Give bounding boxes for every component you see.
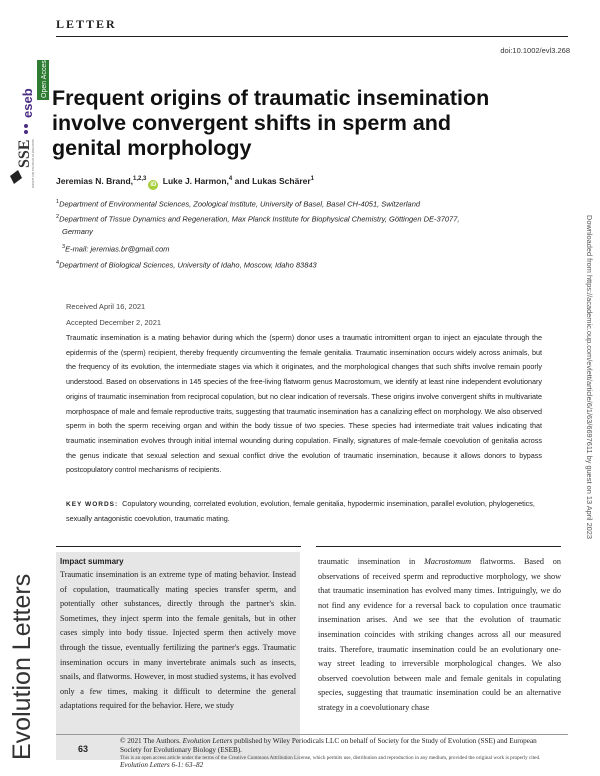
affiliation-number: 2 xyxy=(56,214,60,220)
keywords xyxy=(66,497,542,526)
copyright-text: © 2021 The Authors. xyxy=(120,737,183,745)
author-brand-affil: 1,2,3 xyxy=(133,176,147,183)
body-text: traumatic insemination in xyxy=(318,557,425,566)
affiliation-number: 3 xyxy=(62,244,66,250)
impact-rule xyxy=(56,546,301,547)
column-rule xyxy=(316,546,561,547)
affiliation-text: Germany xyxy=(62,227,93,236)
download-notice xyxy=(577,215,594,605)
download-notice-text: Downloaded from https://academic.oup.com/evlett/article/6/1/63/6697611 by guest on 13 April 2023 xyxy=(585,215,594,540)
author-list xyxy=(56,176,314,190)
header-divider xyxy=(56,36,568,37)
abstract: Traumatic insemination is a mating behavior during which the (sperm) donor uses a traumatic intromittent organ to inject an ejaculate through the epidermis of the (sperm) recipient, thereby frequently circumventing the female genitalia. Traumatic insemination occurs widely across animals, but the frequency of its evolution, the intermediate stages via which it originates, and the morphological changes that such shifts involve remain poorly understood. Based on observations in 145 species of the free-living flatworm genus Macrostomum, we identify at least nine independent evolutionary origins of traumatic insemination from reciprocal copulation, but no clear indication of reversals. These origins involve convergent shifts in multivariate morphospace of male and female reproductive traits, suggesting that traumatic insemination has a canalizing effect on morphology. We also observed sperm in both the sperm receiving organ and within the body tissue of two species. These species had intermediate trait values indicating that traumatic insemination evolves through initial internal wounding during copulation. Finally, signatures of male-female coevolution of genitalia across the genus indicate that sexual selection and sexual conflict drive the evolution of traumatic insemination, because it allows donors to bypass postcopulatory control mechanisms of recipients. xyxy=(66,333,542,475)
affiliation-number: 4 xyxy=(56,260,60,266)
doi[interactable]: doi:10.1002/evl3.268 xyxy=(500,46,570,55)
body-text: flatworms. Based on observations of received sperm and reproductive morphology, we show that traumatic insemination has evolved many times. Intriguingly, we do not find any evidence for a reversal back to copulation once traumatic insemination arises. And we see that the evolution of traumatic insemination coincides with striking changes across all our measured traits. Therefore, traumatic insemination could be an evolutionary one-way street leading to irreversible morphological changes. We also observed coevolution between male and female genitals in copulating species, suggesting that traumatic insemination could be an alternative strategy in a coevolutionary chase xyxy=(318,557,561,712)
sse-logo xyxy=(6,138,35,188)
author-harmon[interactable]: Luke J. Harmon, xyxy=(162,176,229,186)
open-access-text: Open Access xyxy=(41,56,48,98)
affiliation-email[interactable] xyxy=(62,241,562,256)
footer-copyright xyxy=(120,737,560,770)
sse-subtitle: SOCIETY FOR THE STUDY OF EVOLUTION xyxy=(32,139,35,188)
sse-text: SSE xyxy=(16,139,33,168)
affiliation xyxy=(56,257,556,272)
orcid-icon[interactable]: iD xyxy=(150,182,157,188)
affiliation-text: Department of Tissue Dynamics and Regeneration, Max Planck Institute for Biophysical Chemistry, Göttingen DE-37077, xyxy=(59,214,460,224)
affiliation xyxy=(62,226,562,238)
received-date: Received April 16, 2021 xyxy=(66,302,146,311)
author-harmon-affil: 4 xyxy=(228,176,233,183)
copyright-text: published by Wiley Periodicals LLC on behalf of Society for the Study of Evolution (SSE) and European Society for Evolutionary Biology (ESEB). xyxy=(120,737,537,754)
impact-summary-heading: Impact summary xyxy=(60,557,124,566)
affiliation xyxy=(56,196,556,211)
journal-name: Evolution Letters xyxy=(8,573,36,760)
license-text[interactable]: This is an open access article under the terms of the Creative Commons Attribution License, which permits use, distribution and reproduction in any medium, provided the original work is properly cited. xyxy=(120,755,541,761)
keywords-label: KEY WORDS: xyxy=(66,501,119,508)
copyright-journal: Evolution Letters xyxy=(182,737,233,745)
open-access-badge xyxy=(37,56,49,100)
journal-citation: Evolution Letters 6-1: 63–82 xyxy=(120,761,204,769)
footer-divider xyxy=(56,734,568,735)
eseb-logo xyxy=(20,88,35,134)
page-number: 63 xyxy=(78,744,89,754)
affiliation-text: Department of Environmental Sciences, Zoological Institute, University of Basel, Basel CH-4051, Switzerland xyxy=(59,199,421,209)
keywords-text: Copulatory wounding, correlated evolution, evolution, female genitalia, hypodermic insemination, parallel evolution, phylogenetics, sexually antagonistic coevolution, traumatic mating. xyxy=(66,499,535,523)
journal-vertical-title xyxy=(6,548,36,760)
author-scharer-affil: 1 xyxy=(310,176,315,183)
section-label: LETTER xyxy=(56,17,117,31)
side-logos xyxy=(4,56,50,190)
author-scharer[interactable]: and Lukas Schärer xyxy=(234,176,311,186)
accepted-date: Accepted December 2, 2021 xyxy=(66,318,162,327)
eseb-text: eseb xyxy=(20,88,35,118)
affiliation-number: 1 xyxy=(56,199,60,205)
affiliation xyxy=(56,211,556,226)
affiliation-text: Department of Biological Sciences, University of Idaho, Moscow, Idaho 83843 xyxy=(59,260,317,270)
genus-name: Macrostomum xyxy=(424,557,472,566)
article-title: Frequent origins of traumatic insemination involve convergent shifts in sperm and genital morphology xyxy=(52,86,490,160)
email-text[interactable]: E-mail: jeremias.br@gmail.com xyxy=(65,244,170,254)
impact-summary-continued xyxy=(318,555,561,716)
author-brand[interactable]: Jeremias N. Brand, xyxy=(56,176,134,186)
impact-summary-text: Traumatic insemination is an extreme type of mating behavior. Instead of copulation, traumatically mating species transfer sperm, and potentially other substances, directly through the partner's skin. Sometimes, they inject sperm into the female genitals, but in other cases simply into body tissue. Injected sperm then actively move through the tissue, eventually fertilizing the partner's eggs. Traumatic insemination occurs in many invertebrate animals such as insects, snails, and flatworms. However, in most studied systems, it has evolved only a few times, making it difficult to determine the general adaptations required for the behavior. Here, we study xyxy=(60,570,296,711)
